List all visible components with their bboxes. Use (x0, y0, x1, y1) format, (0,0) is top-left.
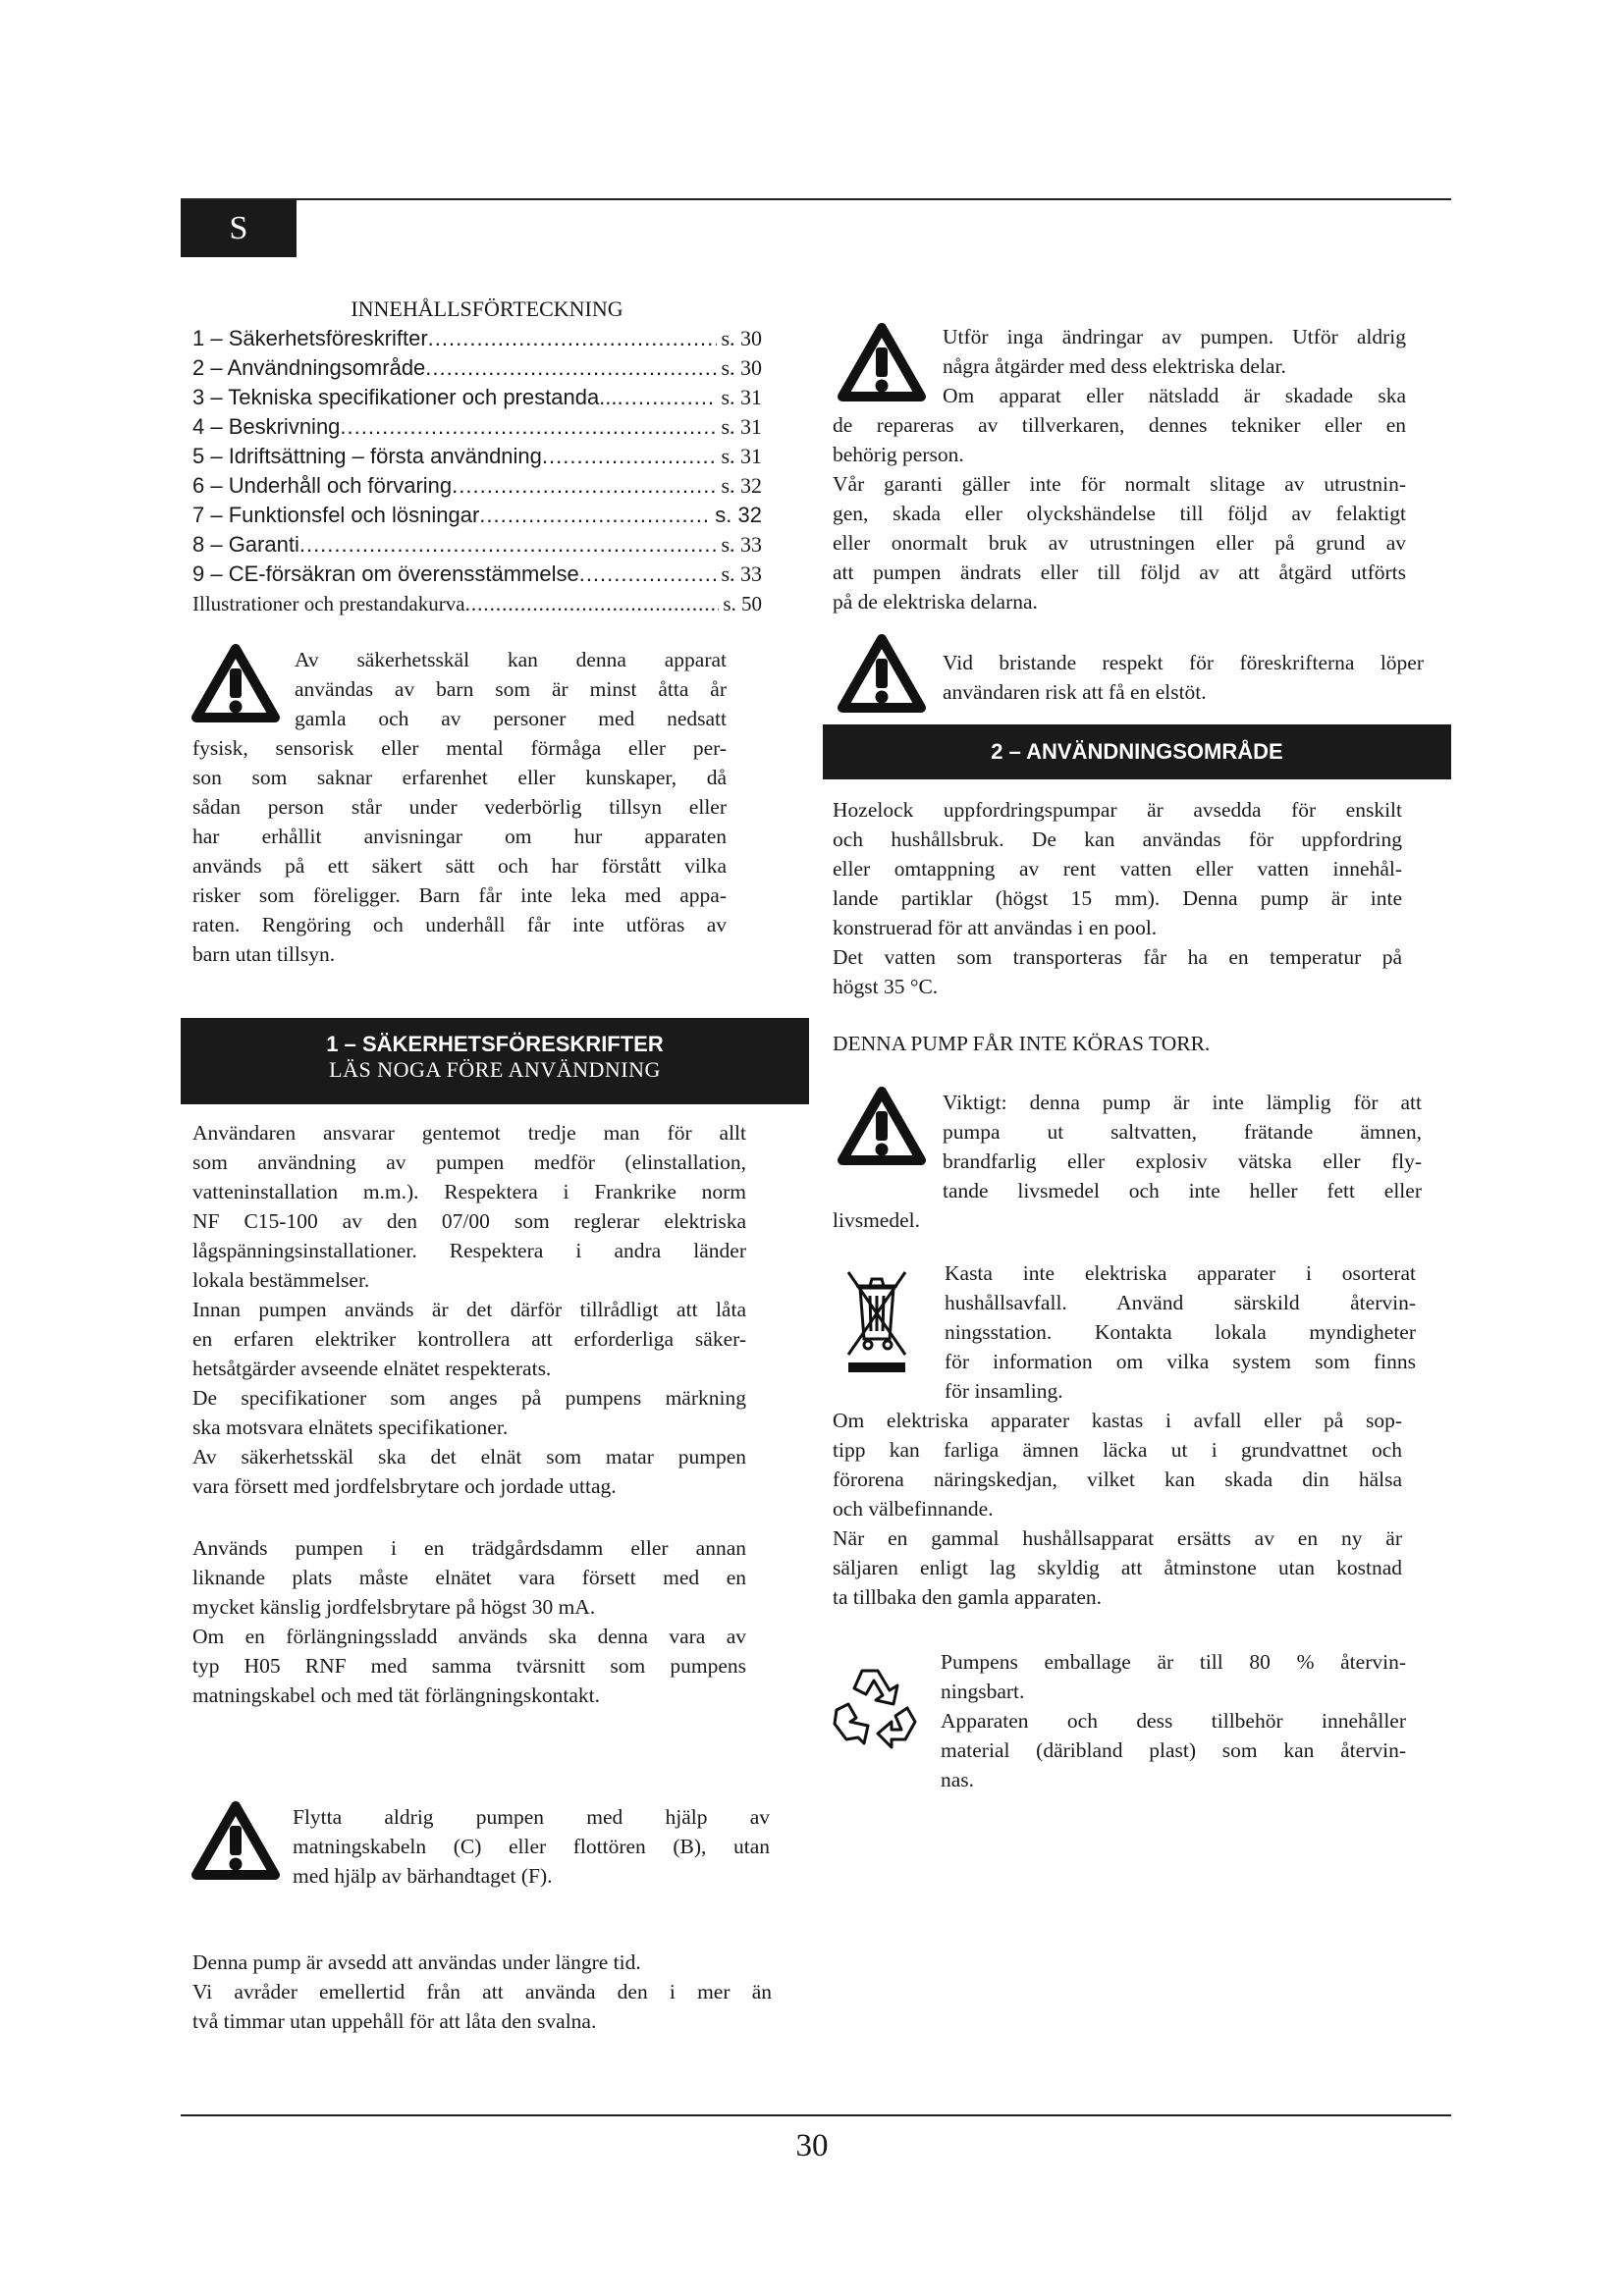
text-line: brandfarlig eller explosiv vätska eller fly- (943, 1149, 1422, 1173)
toc-item-page: s. 31 (721, 444, 762, 468)
toc-item (192, 412, 762, 442)
toc-item (192, 442, 762, 471)
text-line: Innan pumpen används är det därför tillrådligt att låta (192, 1298, 746, 1321)
text-line: tande livsmedel och inte heller fett eller (943, 1179, 1422, 1202)
toc-item-page: s. 33 (721, 532, 762, 557)
text-line: som användning av pumpen medför (elinstallation, (192, 1150, 746, 1174)
toc-item (192, 383, 762, 412)
language-tab: S (181, 200, 297, 257)
text-line: eller omtappning av rent vatten eller vatten innehål- (833, 857, 1402, 881)
text-line: högst 35 °C. (833, 975, 939, 998)
text-line: raten. Rengöring och underhåll får inte utföras av (192, 913, 727, 936)
toc-item (192, 560, 762, 589)
text-line: NF C15-100 av den 07/00 som reglerar elektriska (192, 1209, 746, 1233)
section-2-paragraph-1 (833, 795, 1402, 1001)
text-line: lokala bestämmelser. (192, 1268, 370, 1292)
text-line: pumpa ut saltvatten, frätande ämnen, (943, 1120, 1422, 1144)
section-1-paragraph-2 (192, 1533, 746, 1710)
toc-item-page: s. 30 (721, 326, 762, 350)
text-line: används på ett säkert sätt och har förstått vilka (192, 854, 727, 878)
text-line: användas av barn som är minst åtta år (295, 677, 727, 701)
text-line: lande partiklar (högst 15 mm). Denna pump är inte (833, 886, 1402, 910)
text-line: ska motsvara elnätets specifikationer. (192, 1415, 509, 1439)
toc-item-label: 7 – Funktionsfel och lösningar (192, 503, 480, 527)
text-line: matningskabel och med tät förlängningskontakt. (192, 1683, 600, 1707)
text-line: vara försett med jordfelsbrytare och jordade uttag. (192, 1474, 617, 1498)
toc-item-page: s. 31 (721, 385, 762, 409)
section-1-paragraph-3 (192, 1948, 772, 2036)
toc-item-page: s. 33 (721, 561, 762, 586)
text-line: Användaren ansvarar gentemot tredje man för allt (192, 1121, 746, 1145)
toc-item (192, 530, 762, 560)
warning-modify-text (833, 322, 1406, 616)
text-line: att pumpen ändrats eller till följd av att åtgärd utförts (833, 561, 1406, 584)
text-line: säljaren enligt lag skyldig att åtminstone utan kostnad (833, 1556, 1402, 1579)
text-line: sådan person står under vederbörlig tillsyn eller (192, 795, 727, 819)
text-line: två timmar utan uppehåll för att låta den svalna. (192, 2009, 597, 2033)
text-line: När en gammal hushållsapparat ersätts av en ny är (833, 1526, 1402, 1550)
text-line: Kasta inte elektriska apparater i osorterat (945, 1261, 1416, 1285)
text-line: en erfaren elektriker kontrollera att erforderliga säker- (192, 1327, 746, 1351)
text-line: son som saknar erfarenhet eller kunskaper, då (192, 766, 727, 789)
text-line: användaren risk att få en elstöt. (943, 680, 1207, 704)
toc-title: INNEHÅLLSFÖRTECKNING (351, 296, 623, 321)
toc-leader (479, 501, 711, 530)
warning-triangle-icon (190, 1800, 281, 1881)
text-line: barn utan tillsyn. (192, 942, 336, 966)
toc-leader (542, 442, 718, 471)
text-line: Vid bristande respekt för föreskrifterna löper (943, 651, 1424, 674)
text-line: med hjälp av bärhandtaget (F). (293, 1864, 553, 1888)
text-line: och hushållsbruk. De kan användas för uppfordring (833, 828, 1402, 851)
text-line: fysisk, sensorisk eller mental förmåga eller per- (192, 736, 727, 760)
text-line: Vår garanti gäller inte för normalt slitage av utrustnin- (833, 472, 1406, 496)
text-line: Av säkerhetsskäl kan denna apparat (295, 648, 727, 671)
page-number: 30 (795, 2128, 829, 2163)
toc-item-page: s. 32 (721, 473, 762, 498)
toc-item-page: s. 50 (723, 592, 762, 615)
text-line: Hozelock uppfordringspumpar är avsedda för enskilt (833, 798, 1402, 822)
section-1-paragraph-1 (192, 1118, 746, 1501)
text-line: för insamling. (945, 1379, 1063, 1403)
text-line: risker som föreligger. Barn får inte leka med appa- (192, 883, 727, 907)
recycle-icon (827, 1661, 925, 1751)
text-line: hetsåtgärder avseende elnätet respekterats. (192, 1357, 552, 1380)
text-line: Av säkerhetsskäl ska det elnät som matar pumpen (192, 1445, 746, 1468)
warning-triangle-icon (837, 633, 927, 714)
toc-item-label: 9 – CE-försäkran om överensstämmelse (192, 561, 579, 586)
section-1-subtitle: LÄS NOGA FÖRE ANVÄNDNING (329, 1057, 661, 1082)
section-2-header (823, 724, 1451, 779)
toc-item (192, 471, 762, 501)
text-line: ningsbart. (941, 1680, 1025, 1703)
section-2-title: 2 – ANVÄNDNINGSOMRÅDE (991, 739, 1283, 764)
text-line: lågspänningsinstallationer. Respektera i andra länder (192, 1239, 746, 1262)
section-2-paragraph-2 (833, 1406, 1402, 1612)
weee-text (945, 1258, 1416, 1406)
text-line: Används pumpen i en trädgårdsdamm eller annan (192, 1536, 746, 1560)
table-of-contents (192, 294, 782, 618)
toc-item-page: s. 31 (721, 414, 762, 439)
text-line: Om apparat eller nätsladd är skadade ska (943, 384, 1406, 407)
text-line: ta tillbaka den gamla apparaten. (833, 1585, 1102, 1609)
toc-item (192, 501, 762, 530)
toc-item-label: 3 – Tekniska specifikationer och prestanda... (192, 385, 618, 409)
text-line: material (däribland plast) som kan återvin- (941, 1738, 1406, 1762)
dry-run-warning: DENNA PUMP FÅR INTE KÖRAS TORR. (833, 1032, 1211, 1055)
toc-item-label: 1 – Säkerhetsföreskrifter (192, 326, 428, 350)
text-line: vatteninstallation m.m.). Respektera i Frankrike norm (192, 1180, 746, 1203)
toc-leader (618, 383, 718, 412)
toc-item-page: s. 30 (721, 355, 762, 380)
recycle-text (941, 1647, 1406, 1794)
section-1-title: 1 – SÄKERHETSFÖRESKRIFTER (326, 1032, 664, 1056)
warning-shock-text (943, 648, 1424, 707)
toc-item-label: 4 – Beskrivning (192, 414, 341, 439)
toc-item-label: Illustrationer och prestandakurva (192, 592, 465, 615)
text-line: typ H05 RNF med samma tvärsnitt som pumpens (192, 1654, 746, 1678)
text-line: gamla och av personer med nedsatt (295, 707, 727, 730)
toc-leader (425, 353, 717, 383)
text-line: de repareras av tillverkaren, dennes tekniker eller en (833, 413, 1406, 437)
toc-leader (579, 560, 718, 589)
text-line: livsmedel. (833, 1208, 920, 1232)
text-line: på de elektriska delarna. (833, 590, 1038, 614)
top-rule (181, 198, 1451, 200)
text-line: Denna pump är avsedd att användas under längre tid. (192, 1950, 641, 1974)
text-line: behörig person. (833, 443, 964, 466)
toc-item-label: 5 – Idriftsättning – första användning (192, 444, 542, 468)
section-1-header (181, 1018, 809, 1104)
text-line: hushållsavfall. Använd särskild återvin- (945, 1291, 1416, 1314)
text-line: Det vatten som transporteras får ha en temperatur på (833, 945, 1402, 969)
toc-leader (452, 471, 717, 501)
text-line: och välbefinnande. (833, 1497, 994, 1521)
bottom-rule (181, 2114, 1451, 2116)
toc-item (192, 589, 762, 618)
text-line: Apparaten och dess tillbehör innehåller (941, 1709, 1406, 1733)
toc-item-label: 6 – Underhåll och förvaring (192, 473, 453, 498)
toc-item-page: s. 32 (715, 503, 762, 527)
toc-leader (428, 324, 718, 353)
toc-item-label: 2 – Användningsområde (192, 355, 426, 380)
text-line: nas. (941, 1768, 975, 1791)
text-line: tipp kan farliga ämnen läcka ut i grundvattnet och (833, 1438, 1402, 1462)
text-line: Utför inga ändringar av pumpen. Utför aldrig (943, 325, 1406, 348)
text-line: för information om vilka system som finns (945, 1350, 1416, 1373)
toc-leader (340, 412, 717, 442)
text-line: ningsstation. Kontakta lokala myndigheter (945, 1320, 1416, 1344)
text-line: Om en förlängningssladd används ska denna vara av (192, 1625, 746, 1648)
text-line: förorena näringskedjan, vilket kan skada din hälsa (833, 1468, 1402, 1491)
text-line: Flytta aldrig pumpen med hjälp av (293, 1805, 770, 1829)
text-line: har erhållit anvisningar om hur apparaten (192, 825, 727, 848)
text-line: De specifikationer som anges på pumpens märkning (192, 1386, 746, 1410)
text-line: matningskabeln (C) eller flottören (B), utan (293, 1835, 770, 1858)
text-line: gen, skada eller olyckshändelse till följd av felaktigt (833, 502, 1406, 525)
toc-leader (465, 589, 720, 618)
text-line: eller onormalt bruk av utrustningen eller på grund av (833, 531, 1406, 555)
crossed-bin-icon (842, 1266, 911, 1374)
text-line: konstruerad för att användas i en pool. (833, 916, 1158, 939)
warning-children-text (192, 645, 727, 969)
warning-cable-text (293, 1802, 770, 1891)
text-line: Om elektriska apparater kastas i avfall eller på sop- (833, 1409, 1402, 1432)
text-line: liknande plats måste elnätet vara försett med en (192, 1566, 746, 1589)
text-line: Pumpens emballage är till 80 % återvin- (941, 1650, 1406, 1674)
text-line: Vi avråder emellertid från att använda den i mer än (192, 1980, 772, 2003)
toc-leader (299, 530, 718, 560)
toc-item (192, 353, 762, 383)
text-line: några åtgärder med dess elektriska delar. (943, 354, 1286, 378)
warning-liquids-text (833, 1088, 1422, 1235)
text-line: mycket känslig jordfelsbrytare på högst 30 mA. (192, 1595, 596, 1619)
toc-item-label: 8 – Garanti (192, 532, 299, 557)
toc-item (192, 324, 762, 353)
text-line: Viktigt: denna pump är inte lämplig för att (943, 1091, 1422, 1114)
toc-list (192, 324, 782, 618)
